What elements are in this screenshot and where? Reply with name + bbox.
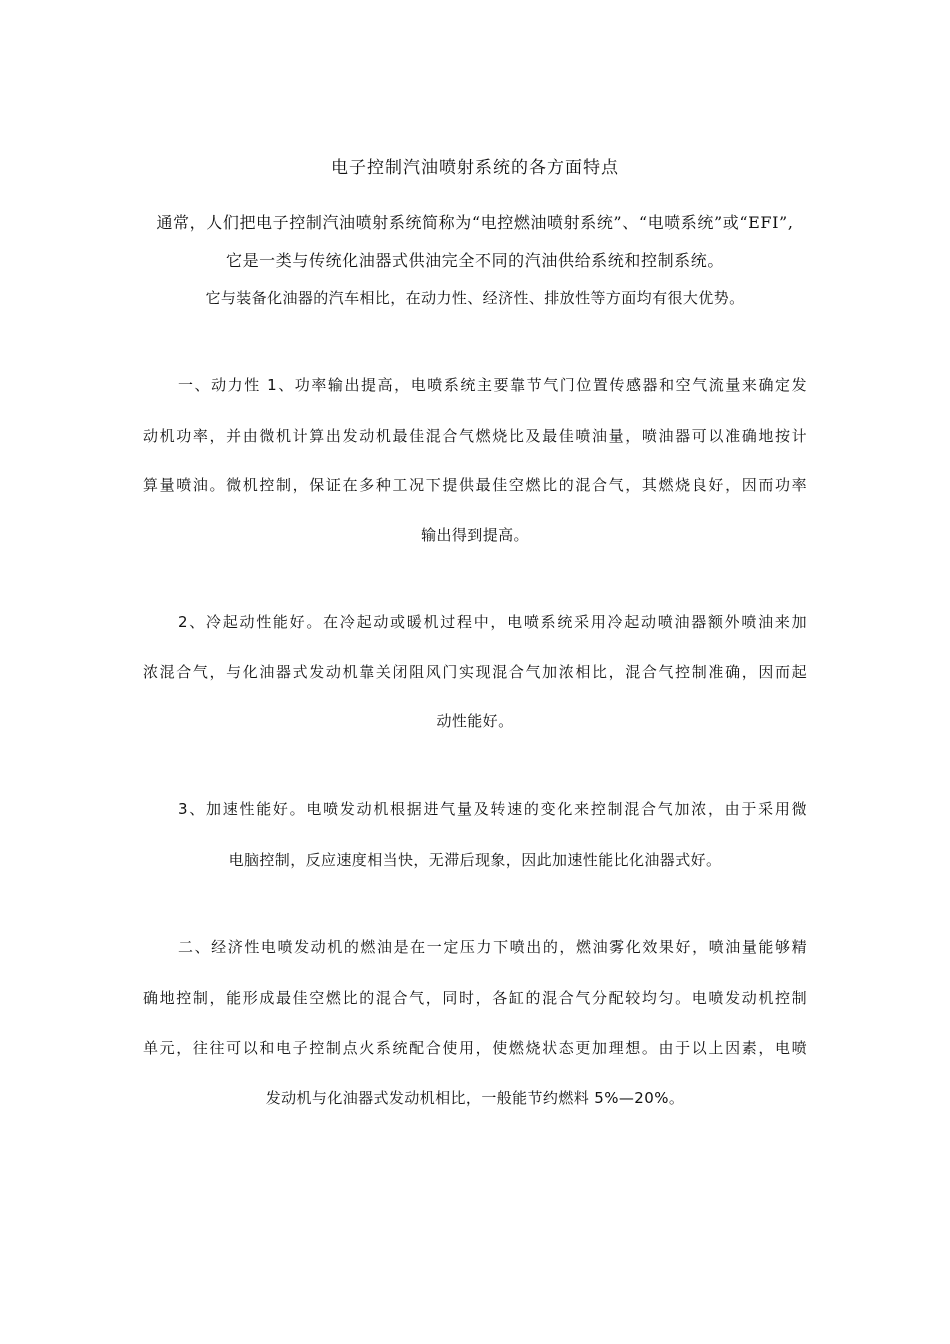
section2-line-2: 浓混合气，与化油器式发动机靠关闭阻风门实现混合气加浓相比，混合气控制准确，因而起 xyxy=(143,663,807,681)
intro-line-1: 通常，人们把电子控制汽油喷射系统简称为“电控燃油喷射系统”、“电喷系统”或“EFI”, xyxy=(156,213,794,232)
section1-line-2: 动机功率，并由微机计算出发动机最佳混合气燃烧比及最佳喷油量，喷油器可以准确地按计 xyxy=(143,427,807,445)
section4-line-2: 确地控制，能形成最佳空燃比的混合气，同时，各缸的混合气分配较均匀。电喷发动机控制 xyxy=(143,989,807,1007)
section4-line-4: 发动机与化油器式发动机相比，一般能节约燃料 5%—20%。 xyxy=(265,1089,685,1107)
section4-line-3: 单元，往往可以和电子控制点火系统配合使用，使燃烧状态更加理想。由于以上因素，电喷 xyxy=(143,1039,807,1057)
section2-line-3: 动性能好。 xyxy=(436,712,514,730)
section3-line-2: 电脑控制，反应速度相当快，无滞后现象，因此加速性能比化油器式好。 xyxy=(228,851,722,869)
intro-line-2: 它是一类与传统化油器式供油完全不同的汽油供给系统和控制系统。 xyxy=(225,251,724,270)
section1-line-4: 输出得到提高。 xyxy=(421,526,529,544)
section1-line-3: 算量喷油。微机控制，保证在多种工况下提供最佳空燃比的混合气，其燃烧良好，因而功率 xyxy=(143,476,807,494)
section4-line-1: 二、经济性电喷发动机的燃油是在一定压力下喷出的，燃油雾化效果好，喷油量能够精 xyxy=(178,938,807,956)
section3-line-1: 3、加速性能好。电喷发动机根据进气量及转速的变化来控制混合气加浓，由于采用微 xyxy=(178,800,807,818)
document-title: 电子控制汽油喷射系统的各方面特点 xyxy=(331,158,619,178)
section2-line-1: 2、冷起动性能好。在冷起动或暖机过程中，电喷系统采用冷起动喷油器额外喷油来加 xyxy=(178,613,807,631)
section1-line-1: 一、动力性 1、功率输出提高，电喷系统主要靠节气门位置传感器和空气流量来确定发 xyxy=(178,376,807,394)
intro-line-3: 它与装备化油器的汽车相比，在动力性、经济性、排放性等方面均有很大优势。 xyxy=(205,289,745,307)
